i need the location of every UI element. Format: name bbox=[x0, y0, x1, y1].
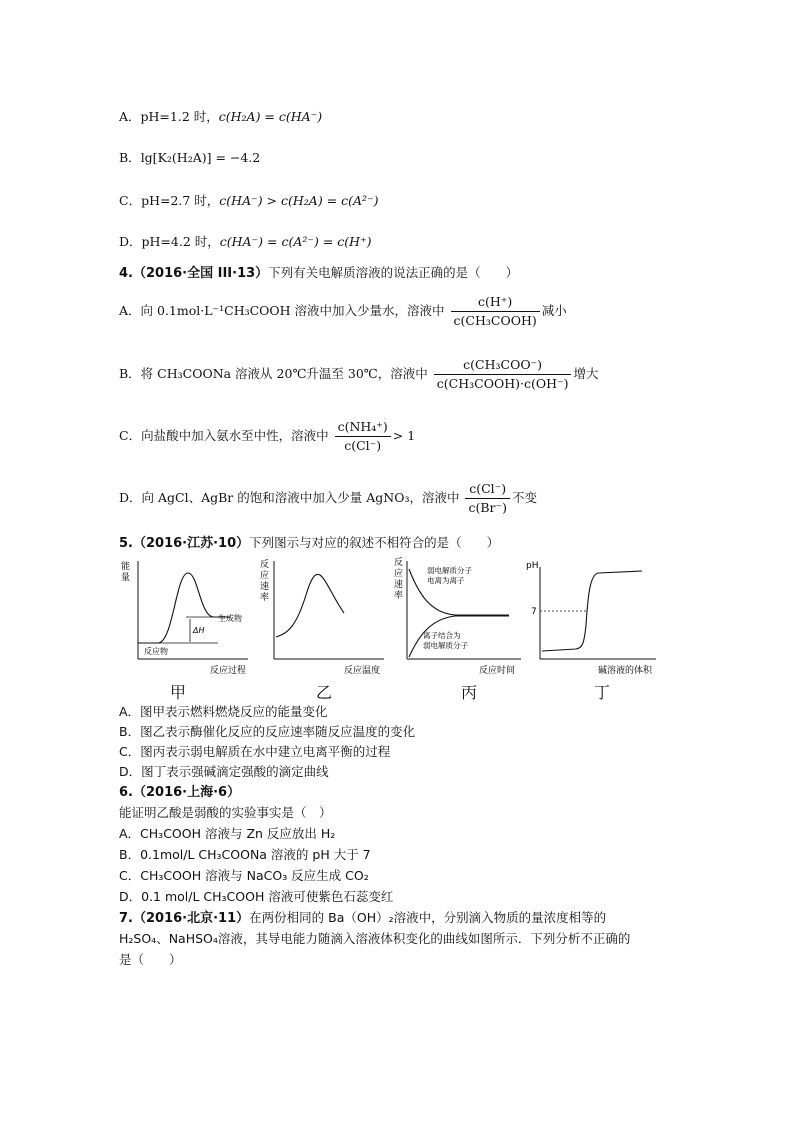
q5-stem bbox=[119, 534, 499, 553]
bing-upper-label-2: 电离为离子 bbox=[427, 576, 465, 585]
q4-b-text: B．将 CH₃COONa 溶液从 20℃升温至 30℃，溶液中 bbox=[119, 366, 428, 381]
q5-text: 下列图示与对应的叙述不相符合的是（ ） bbox=[249, 535, 500, 550]
bing-ylabel-3: 速 bbox=[394, 580, 404, 590]
jia-reactant-label: 反应物 bbox=[144, 647, 168, 656]
figure-yi bbox=[258, 555, 388, 677]
q5-option-b: B．图乙表示酶催化反应的反应速率随反应温度的变化 bbox=[119, 724, 416, 739]
figure-ding-svg bbox=[524, 555, 660, 677]
q4-number: 4.（2016·全国 III·13） bbox=[119, 266, 269, 281]
q3-option-c bbox=[119, 192, 379, 210]
ding-ytick-7: 7 bbox=[531, 607, 537, 617]
q3-b-prefix: B． bbox=[119, 150, 141, 165]
jia-product-label: 生成物 bbox=[218, 614, 242, 623]
caption-jia: 甲 bbox=[170, 683, 187, 702]
figure-jia-svg bbox=[118, 555, 250, 677]
yi-ylabel-4: 率 bbox=[260, 593, 270, 603]
ding-ylabel: pH bbox=[526, 561, 539, 571]
q4-d-fraction bbox=[465, 481, 510, 516]
q3-c-prefix: C．pH=2.7 时， bbox=[119, 193, 220, 208]
q4-c-num: c(NH₄⁺) bbox=[335, 419, 391, 437]
bing-xlabel: 反应时间 bbox=[479, 666, 516, 676]
bing-ylabel-2: 应 bbox=[394, 569, 404, 579]
yi-ylabel-3: 速 bbox=[260, 582, 270, 592]
caption-ding: 丁 bbox=[594, 683, 611, 702]
jia-ylabel-2: 量 bbox=[121, 573, 131, 583]
q5-option-d: D．图丁表示强碱滴定强酸的滴定曲线 bbox=[119, 764, 329, 779]
q4-c-text: C．向盐酸中加入氨水至中性，溶液中 bbox=[119, 428, 329, 443]
q4-d-num: c(Cl⁻) bbox=[465, 481, 510, 499]
q3-c-expr: c(HA⁻) > c(H₂A) = c(A²⁻) bbox=[219, 193, 379, 208]
q3-a-prefix: A．pH=1.2 时， bbox=[119, 109, 219, 124]
figure-jia bbox=[118, 555, 250, 677]
q5-option-c: C．图丙表示弱电解质在水中建立电离平衡的过程 bbox=[119, 744, 391, 759]
q5-number: 5.（2016·江苏·10） bbox=[119, 536, 250, 551]
q6-number: 6.（2016·上海·6） bbox=[119, 785, 241, 800]
jia-xlabel: 反应过程 bbox=[210, 666, 247, 676]
figure-yi-svg bbox=[258, 555, 388, 677]
q4-d-text: D．向 AgCl、AgBr 的饱和溶液中加入少量 AgNO₃，溶液中 bbox=[119, 490, 460, 505]
caption-yi: 乙 bbox=[316, 683, 333, 702]
ding-xlabel: 碱溶液的体积 bbox=[598, 666, 653, 676]
q4-a-den: c(CH₃COOH) bbox=[453, 313, 537, 328]
q4-b-den: c(CH₃COOH)·c(OH⁻) bbox=[436, 376, 569, 391]
q4-option-d bbox=[119, 481, 537, 516]
q4-stem bbox=[119, 264, 518, 283]
jia-energy-curve bbox=[138, 573, 230, 643]
q3-b-expr: lg[K₂(H₂A)] = −4.2 bbox=[140, 150, 261, 165]
q3-d-prefix: D．pH=4.2 时， bbox=[119, 234, 220, 249]
q7-number: 7.（2016·北京·11） bbox=[119, 911, 250, 926]
q4-a-fraction bbox=[451, 294, 540, 329]
jia-dh-label: ΔH bbox=[193, 626, 205, 635]
q4-option-b bbox=[119, 357, 598, 392]
jia-ylabel-1: 能 bbox=[121, 562, 131, 572]
q6-head bbox=[119, 783, 240, 802]
q4-c-fraction bbox=[335, 419, 391, 454]
figure-ding bbox=[524, 555, 660, 677]
bing-lower-label-2: 弱电解质分子 bbox=[423, 641, 468, 650]
q4-d-den: c(Br⁻) bbox=[468, 500, 507, 515]
bing-upper-label-1: 弱电解质分子 bbox=[427, 566, 472, 575]
q4-option-a bbox=[119, 294, 567, 329]
figure-bing-svg bbox=[393, 555, 525, 677]
q4-option-c bbox=[119, 419, 415, 454]
yi-rate-curve bbox=[276, 574, 344, 637]
bing-ylabel-4: 率 bbox=[394, 591, 404, 601]
q6-option-c: C．CH₃COOH 溶液与 NaCO₃ 反应生成 CO₂ bbox=[119, 868, 369, 883]
q7-text-1: 在两份相同的 Ba（OH）₂溶液中，分别滴入物质的量浓度相等的 bbox=[249, 910, 607, 925]
q7-stem-line1 bbox=[119, 909, 606, 928]
q4-b-post: 增大 bbox=[573, 366, 599, 381]
q3-option-d bbox=[119, 233, 372, 251]
q6-option-d: D．0.1 mol/L CH₃COOH 溶液可使紫色石蕊变红 bbox=[119, 889, 394, 904]
q6-text: 能证明乙酸是弱酸的实验事实是（ ） bbox=[119, 805, 332, 820]
q4-text: 下列有关电解质溶液的说法正确的是（ ） bbox=[268, 265, 519, 280]
q4-a-num: c(H⁺) bbox=[451, 294, 540, 312]
yi-xlabel: 反应温度 bbox=[344, 666, 381, 676]
caption-bing: 丙 bbox=[461, 683, 478, 702]
q7-text-2: H₂SO₄、NaHSO₄溶液，其导电能力随滴入溶液体积变化的曲线如图所示．下列分析不正确的 bbox=[119, 931, 631, 946]
q3-a-expr: c(H₂A) = c(HA⁻) bbox=[218, 109, 323, 124]
q4-a-post: 减小 bbox=[541, 303, 567, 318]
q6-option-b: B．0.1mol/L CH₃COONa 溶液的 pH 大于 7 bbox=[119, 847, 371, 862]
q3-option-b bbox=[119, 149, 260, 167]
q4-d-post: 不变 bbox=[511, 490, 537, 505]
yi-ylabel-2: 应 bbox=[260, 571, 270, 581]
q3-d-expr: c(HA⁻) = c(A²⁻) = c(H⁺) bbox=[219, 234, 372, 249]
yi-ylabel-1: 反 bbox=[260, 560, 270, 570]
q5-option-a: A．图甲表示燃料燃烧反应的能量变化 bbox=[119, 704, 328, 719]
q4-c-den: c(Cl⁻) bbox=[344, 438, 382, 453]
q7-text-3: 是（ ） bbox=[119, 952, 182, 967]
q4-a-text: A．向 0.1mol·L⁻¹CH₃COOH 溶液中加入少量水，溶液中 bbox=[119, 303, 445, 318]
q6-option-a: A．CH₃COOH 溶液与 Zn 反应放出 H₂ bbox=[119, 826, 336, 841]
q4-b-num: c(CH₃COO⁻) bbox=[434, 357, 572, 375]
q4-b-fraction bbox=[434, 357, 572, 392]
bing-ylabel-1: 反 bbox=[394, 558, 404, 568]
q3-option-a bbox=[119, 108, 322, 126]
bing-lower-label-1: 离子结合为 bbox=[423, 631, 461, 640]
figure-bing bbox=[393, 555, 525, 677]
q4-c-post: > 1 bbox=[392, 428, 416, 443]
